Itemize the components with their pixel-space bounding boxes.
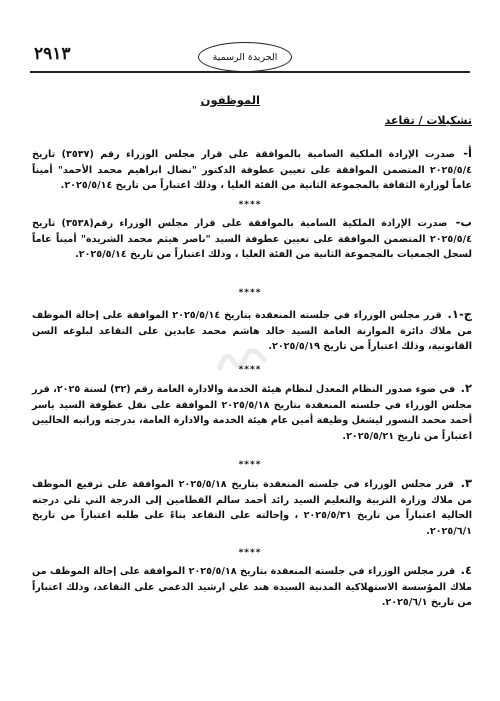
paragraph-a <box>32 146 472 194</box>
paragraph-text: قرر مجلس الوزراء في جلسته المنعقدة بتاريخ ٢٠٢٥/٥/١٨ الموافقة على ترفيع الموظف من ملاك وزارة التربية والتعليم السيد رائد أحمد سالم القطامين إلى الدرجة التي تلي درجته الحالية اعتباراً من تاريخ ٢٠٢٥/٥/٣١ ، وإحالته على التقاعد بناءً على طلبه اعتباراً من تاريخ ٢٠٢٥/٦/١. <box>32 479 473 537</box>
paragraph-text: قرر مجلس الوزراء في جلسته المنعقدة بتاريخ ٢٠٢٥/٥/١٤ الموافقة على إحالة الموظف من ملاك دائرة الموازنة العامة السيد خالد هاشم محمد عابدين على التقاعد لبلوغه السن القانونية، وذلك اعتباراً من تاريخ ٢٠٢٥/٥/١٩. <box>32 310 472 352</box>
paragraph-text: صدرت الإرادة الملكية السامية بالموافقة على قرار مجلس الوزراء رقم(٣٥٣٨) تاريخ ٢٠٢٥/٥/٤ المتضمن الموافقة على تعيين عطوفة السيد "ناصر هيثم محمد الشريدة" أميناً عاماً لسجل الجمعيات بالمجموعة الثانية من الفئة العليا ، وذلك اعتباراً من تاريخ ٢٠٢٥/٥/١٤. <box>32 218 472 260</box>
paragraph-marker: ٣. <box>460 476 472 490</box>
paragraph-c4 <box>32 563 472 611</box>
paragraph-text: قرر مجلس الوزراء في جلسته المنعقدة بتاريخ ٢٠٢٥/٥/١٨ الموافقة على إحالة الموظف من ملاك المؤسسة الاستهلاكية المدنية السيدة هند علي ارشيد الدغمي على التقاعد، وذلك اعتباراً من تاريخ ٢٠٢٥/٦/١. <box>32 566 472 608</box>
separator: **** <box>238 460 262 470</box>
gazette-title: الجريدة الرسمية <box>212 51 278 63</box>
paragraph-marker: ٤. <box>460 563 472 577</box>
paragraph-marker: ٢. <box>460 381 472 395</box>
header-rule <box>30 71 470 73</box>
paragraph-text: في ضوء صدور النظام المعدل لنظام هيئة الخدمة والادارة العامة رقم (٣٢) لسنة ٢٠٢٥، قرر مجلس الوزراء في جلسته المنعقدة بتاريخ ٢٠٢٥/٥/١٨ الموافقة على نقل عطوفة السيد ياسر أحمد محمد النسور ليشغل وظيفة أمين عام هيئة الخدمة والادارة العامة، بدرجته وراتبه الحاليين اعتباراً من تاريخ ٢٠٢٥/٥/٢١. <box>32 384 472 442</box>
page-number: ٢٩١٣ <box>34 44 71 64</box>
separator: **** <box>238 200 262 210</box>
paragraph-marker: ج-١. <box>447 307 472 321</box>
paragraph-c2 <box>32 381 472 444</box>
paragraph-text: صدرت الإرادة الملكية السامية بالموافقة على قرار مجلس الوزراء رقم (٣٥٣٧) تاريخ ٢٠٢٥/٥/٤ المتضمن الموافقة على تعيين عطوفة الدكتور "نضال ابراهيم محمد الأحمد" أميناً عاماً لوزارة الثقافة بالمجموعة الثانية من الفئة العليا ، وذلك اعتباراً من تاريخ ٢٠٢٥/٥/١٤. <box>32 149 472 191</box>
paragraph-marker: ب- <box>455 215 472 229</box>
gazette-title-badge <box>198 42 292 72</box>
section-title: الموظفون <box>200 93 260 107</box>
separator: **** <box>238 365 262 375</box>
paragraph-b <box>32 215 472 263</box>
separator: **** <box>238 288 262 298</box>
paragraph-c3 <box>32 476 472 539</box>
separator: **** <box>238 548 262 558</box>
subsection-title: تشكيلات / تقاعد <box>384 114 472 127</box>
paragraph-marker: أ- <box>463 146 472 160</box>
